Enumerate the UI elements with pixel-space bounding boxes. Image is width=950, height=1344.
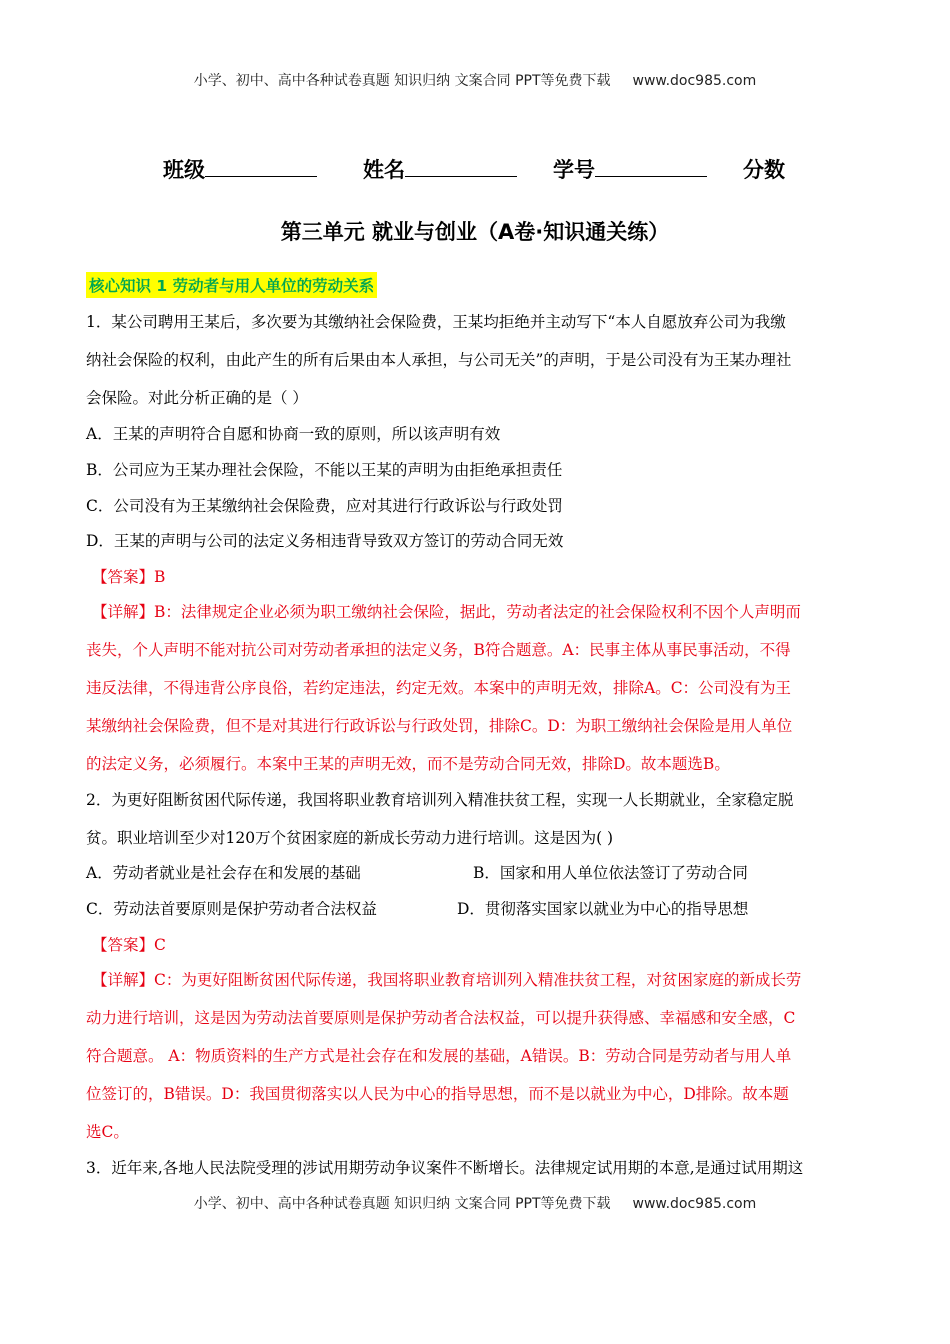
- q2-line: 贫。职业培训至少对120万个贫困家庭的新成长劳动力进行培训。这是因为( ): [86, 829, 614, 847]
- q1-option-d: D．王某的声明与公司的法定义务相违背导致双方签订的劳动合同无效: [86, 532, 564, 550]
- q1-explain-line: 的法定义务，必须履行。本案中王某的声明无效，而不是劳动合同无效，排除D。故本题选B。: [86, 755, 730, 773]
- q1-explain-line: 某缴纳社会保险费，但不是对其进行行政诉讼与行政处罚，排除C。D：为职工缴纳社会保险是用人单位: [86, 717, 793, 735]
- q2-explain-line: 动力进行培训，这是因为劳动法首要原则是保护劳动者合法权益，可以提升获得感、幸福感和安全感，C: [86, 1009, 796, 1027]
- name-label: 姓名: [363, 158, 405, 182]
- id-field[interactable]: [553, 154, 707, 184]
- q2-option-b: B．国家和用人单位依法签订了劳动合同: [473, 864, 748, 882]
- name-blank[interactable]: [405, 158, 517, 177]
- q2-explain-line: 选C。: [86, 1123, 129, 1141]
- header-site-link[interactable]: www.doc985.com: [632, 73, 757, 89]
- q1-explain-line: 【详解】B：法律规定企业必须为职工缴纳社会保险，据此，劳动者法定的社会保险权利不因个人声明而: [92, 603, 801, 621]
- class-field[interactable]: [163, 154, 317, 184]
- q2-line: 2．为更好阻断贫困代际传递，我国将职业教育培训列入精准扶贫工程，实现一人长期就业，全家稳定脱: [86, 791, 794, 809]
- q2-explain-line: 符合题意。 A：物质资料的生产方式是社会存在和发展的基础，A错误。B：劳动合同是劳动者与用人单: [86, 1047, 792, 1065]
- q1-line: 1．某公司聘用王某后，多次要为其缴纳社会保险费，王某均拒绝并主动写下“本人自愿放弃公司为我缴: [86, 313, 786, 331]
- score-field: [743, 154, 785, 184]
- footer-site-link[interactable]: www.doc985.com: [632, 1196, 757, 1212]
- q1-answer: 【答案】B: [92, 568, 166, 586]
- score-label: 分数: [743, 158, 785, 182]
- q1-line: 会保险。对此分析正确的是（ ）: [86, 389, 308, 407]
- q1-explain-line: 违反法律，不得违背公序良俗，若约定违法，约定无效。本案中的声明无效，排除A。C：公司没有为王: [86, 679, 792, 697]
- class-label: 班级: [163, 158, 205, 182]
- page-header: [0, 70, 950, 90]
- id-blank[interactable]: [595, 158, 707, 177]
- section-heading: 核心知识 1 劳动者与用人单位的劳动关系: [86, 272, 377, 298]
- q1-option-c: C．公司没有为王某缴纳社会保险费，应对其进行行政诉讼与行政处罚: [86, 497, 563, 515]
- q1-line: 纳社会保险的权利，由此产生的所有后果由本人承担，与公司无关”的声明，于是公司没有为王某办理社: [86, 351, 792, 369]
- q2-explain-line: 【详解】C：为更好阻断贫困代际传递，我国将职业教育培训列入精准扶贫工程，对贫困家庭的新成长劳: [92, 971, 802, 989]
- id-label: 学号: [553, 158, 595, 182]
- name-field[interactable]: [363, 154, 517, 184]
- q2-explain-line: 位签订的，B错误。D：我国贯彻落实以人民为中心的指导思想，而不是以就业为中心，D排除。故本题: [86, 1085, 789, 1103]
- page-footer: [0, 1193, 950, 1213]
- header-text: 小学、初中、高中各种试卷真题 知识归纳 文案合同 PPT等免费下载: [193, 73, 611, 89]
- q2-option-d: D．贯彻落实国家以就业为中心的指导思想: [457, 900, 749, 918]
- q1-explain-line: 丧失，个人声明不能对抗公司对劳动者承担的法定义务，B符合题意。A：民事主体从事民事活动，不得: [86, 641, 791, 659]
- q1-option-b: B．公司应为王某办理社会保险，不能以王某的声明为由拒绝承担责任: [86, 461, 563, 479]
- q2-option-a: A．劳动者就业是社会存在和发展的基础: [86, 864, 361, 882]
- page-title: 第三单元 就业与创业（A卷·知识通关练）: [280, 220, 670, 244]
- q1-option-a: A．王某的声明符合自愿和协商一致的原则，所以该声明有效: [86, 425, 501, 443]
- q3-line: 3．近年来,各地人民法院受理的涉试用期劳动争议案件不断增长。法律规定试用期的本意,是通过试用期这: [86, 1159, 804, 1177]
- class-blank[interactable]: [205, 158, 317, 177]
- footer-text: 小学、初中、高中各种试卷真题 知识归纳 文案合同 PPT等免费下载: [193, 1196, 611, 1212]
- q2-option-c: C．劳动法首要原则是保护劳动者合法权益: [86, 900, 377, 918]
- q2-answer: 【答案】C: [92, 936, 166, 954]
